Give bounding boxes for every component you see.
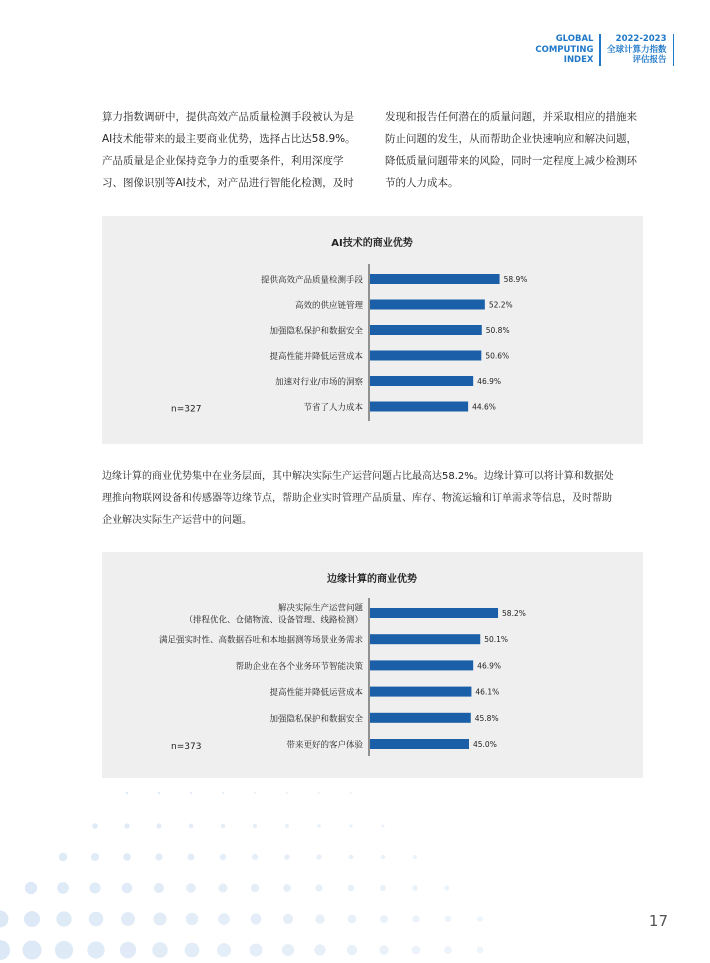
decorative-dot (445, 886, 450, 891)
decorative-dot (348, 885, 355, 892)
decorative-dot (317, 824, 321, 828)
decorative-dot (315, 884, 322, 891)
decorative-dot (89, 882, 100, 893)
decorative-dot (55, 941, 73, 959)
decorative-dot (22, 940, 41, 959)
bar (370, 634, 480, 644)
decorative-dot (218, 913, 230, 925)
decorative-dot (314, 944, 325, 955)
category-label: 解决实际生产运营问题 (277, 603, 363, 614)
decorative-dot (316, 854, 321, 859)
decorative-dot (91, 853, 99, 861)
decorative-dot (381, 855, 385, 859)
decorative-dot (24, 911, 40, 927)
data-label: 58.9% (503, 275, 528, 284)
data-label: 46.1% (475, 687, 500, 697)
decorative-dot (57, 882, 69, 894)
decorative-dot (379, 945, 388, 954)
category-label: 满足强实时性、高数据吞吐和本地据测等场景业务需求 (158, 635, 363, 646)
data-label: 44.6% (472, 402, 496, 412)
decorative-dot (380, 885, 386, 891)
category-label: （排程优化、仓储物流、设备管理、线路检测） (184, 615, 363, 626)
chart-title: AI技术的商业优势 (331, 238, 413, 249)
decorative-dot (413, 855, 417, 859)
header-divider (673, 34, 675, 66)
decorative-dot (154, 883, 164, 893)
header-report-title (607, 34, 667, 66)
decorative-dot (185, 943, 200, 958)
decorative-dot (122, 883, 133, 894)
decorative-dot (121, 912, 135, 926)
decorative-dot (283, 884, 291, 892)
header-line: COMPUTING (535, 44, 594, 55)
bar (370, 402, 468, 412)
decorative-dot (0, 940, 10, 960)
decorative-dot (190, 792, 192, 794)
decorative-dot (25, 882, 37, 894)
data-label: 46.9% (477, 661, 502, 671)
decorative-dot (158, 792, 161, 795)
header-divider (599, 34, 601, 66)
decorative-dot (0, 911, 8, 928)
decorative-dot (283, 914, 293, 924)
header-index-name (535, 34, 593, 66)
chart-edge-advantages-panel (102, 552, 643, 778)
text-line: 降低质量问题带来的风险，同时一定程度上减少检测环 (385, 155, 637, 167)
category-label: 加强隐私保护和数据安全 (269, 714, 363, 725)
chart-ai-advantages (102, 216, 643, 444)
decorative-dot (189, 824, 194, 829)
decorative-dot (221, 824, 225, 828)
decorative-dot (220, 854, 226, 860)
data-label: 58.2% (502, 609, 526, 618)
category-label: 帮助企业在各个业务环节智能决策 (235, 661, 363, 672)
decorative-dot (282, 944, 294, 956)
category-label: 提高性能并降低运营成本 (269, 352, 363, 362)
text-line: 习、图像识别等AI技术，对产品进行智能化检测，及时 (102, 177, 354, 189)
data-label: 45.0% (473, 740, 497, 749)
data-label: 50.6% (485, 351, 510, 361)
decorative-dot (188, 854, 195, 861)
header-line: GLOBAL (555, 34, 594, 44)
decorative-dot (318, 792, 320, 794)
category-label: 提高性能并降低运营成本 (269, 688, 363, 699)
decorative-dot (254, 792, 256, 794)
decorative-dot (217, 943, 231, 957)
decorative-dot (445, 916, 451, 922)
decorative-dot (284, 854, 290, 860)
bar (370, 300, 485, 310)
decorative-dot (251, 914, 262, 925)
chart-edge-advantages (102, 552, 643, 778)
paragraph-left-column (102, 106, 356, 194)
bar (370, 608, 498, 618)
decorative-dot (126, 792, 129, 795)
report-header (535, 34, 680, 66)
decorative-dot (349, 824, 352, 827)
text-line: 理推向物联网设备和传感器等边缘节点，帮助企业实时管理产品质量、库存、物流运输和订单需求等信息，及时帮助 (102, 493, 612, 504)
data-label: 46.9% (477, 377, 502, 386)
bar (370, 687, 471, 697)
decorative-dot (186, 883, 195, 892)
page-number: 17 (648, 912, 668, 930)
text-line: AI技术能带来的最主要商业优势，选择占比达58.9%。 (102, 133, 356, 145)
decorative-dot (444, 946, 452, 954)
decorative-dot (123, 853, 131, 861)
sample-size-note: n=373 (171, 742, 202, 752)
category-label: 提供高效产品质量检测手段 (260, 275, 363, 286)
decorative-dot (59, 853, 67, 861)
decorative-dot (380, 915, 388, 923)
category-label: 节省了人力成本 (303, 403, 363, 413)
header-line: INDEX (563, 55, 594, 65)
decorative-dot (477, 947, 484, 954)
header-line: 2022-2023 (615, 34, 667, 44)
decorative-dot (350, 792, 352, 794)
decorative-dot (186, 913, 198, 925)
text-line: 企业解决实际生产运营中的问题。 (102, 515, 252, 526)
decorative-dot (347, 945, 357, 955)
decorative-dot (253, 824, 257, 828)
data-label: 52.2% (488, 300, 513, 310)
decorative-dot (153, 912, 166, 925)
decorative-dot (286, 792, 288, 794)
data-label: 50.8% (485, 326, 510, 335)
sample-size-note: n=327 (171, 404, 202, 415)
decorative-dot (56, 911, 71, 926)
decorative-dot (87, 941, 104, 958)
decorative-dot (285, 824, 289, 828)
decorative-dot (412, 946, 421, 955)
decorative-dot (89, 912, 104, 927)
decorative-dot (315, 914, 324, 923)
decorative-dot (348, 915, 357, 924)
text-line: 边缘计算的商业优势集中在业务层面，其中解决实际生产运营问题占比最高达58.2%。边缘计算可以将计算和数据处 (102, 471, 614, 482)
decorative-dot (152, 942, 168, 958)
chart-title: 边缘计算的商业优势 (327, 574, 417, 585)
header-line: 全球计算力指数 (606, 44, 667, 55)
paragraph-right-column (385, 106, 637, 194)
bar (370, 376, 473, 386)
decorative-dot (222, 792, 224, 794)
chart-ai-advantages-panel (102, 216, 643, 444)
bar (370, 660, 473, 670)
decorative-dot (156, 823, 161, 828)
decorative-dot (155, 853, 162, 860)
decorative-dot (412, 885, 418, 891)
category-label: 加速对行业/市场的洞察 (275, 377, 363, 388)
decorative-dot (477, 916, 483, 922)
text-line: 发现和报告任何潜在的质量问题，并采取相应的措施来 (385, 111, 637, 123)
category-label: 带来更好的客户体验 (286, 740, 363, 751)
data-label: 50.1% (484, 635, 509, 645)
bar (370, 274, 500, 284)
bar (370, 713, 471, 723)
decorative-dot (412, 915, 419, 922)
bar (370, 739, 469, 749)
decorative-dot (250, 944, 263, 957)
category-label: 加强隐私保护和数据安全 (269, 326, 363, 337)
decorative-dot (381, 824, 384, 827)
decorative-dot (124, 823, 129, 828)
decorative-dot (219, 884, 228, 893)
decorative-dot (251, 884, 259, 892)
decorative-dot (349, 855, 354, 860)
paragraph-middle (102, 466, 614, 532)
decorative-dot (92, 823, 98, 829)
category-label: 高效的供应链管理 (294, 301, 363, 311)
text-line: 防止问题的发生，从而帮助企业快速响应和解决问题， (385, 133, 637, 145)
text-line: 算力指数调研中，提供高效产品质量检测手段被认为是 (102, 111, 354, 123)
header-line: 评估报告 (632, 55, 667, 65)
text-line: 节的人力成本。 (385, 177, 459, 189)
data-label: 45.8% (474, 713, 499, 723)
decorative-dot (120, 942, 136, 958)
text-line: 产品质量是企业保持竞争力的重要条件，利用深度学 (102, 155, 344, 167)
bar (370, 325, 482, 335)
decorative-dot (252, 854, 258, 860)
bar (370, 351, 481, 361)
